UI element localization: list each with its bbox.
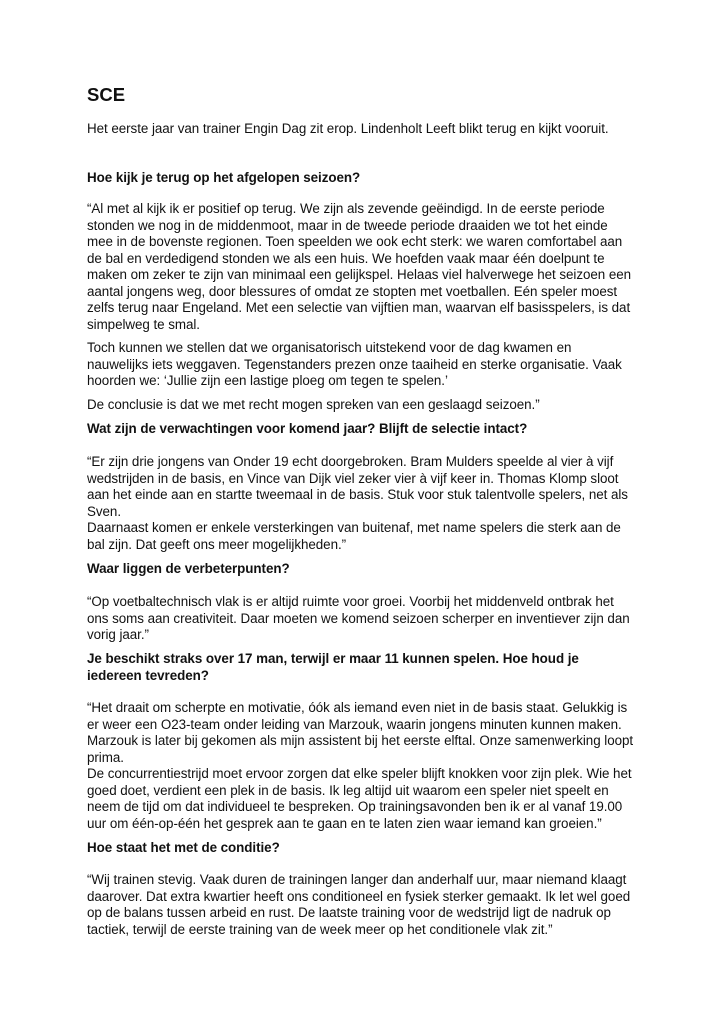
answer-line: tactiek, terwijl de eerste training van de week meer op het conditionele vlak zit.” xyxy=(87,921,553,937)
intro-text: Het eerste jaar van trainer Engin Dag zit erop. Lindenholt Leeft blikt terug en kijkt vooruit. xyxy=(87,121,609,136)
answer-line: er weer een O23-team onder leiding van Marzouk, waarin jongens minuten kunnen maken. xyxy=(87,716,622,732)
answer-line: stonden we nog in de middenmoot, maar in de tweede periode draaiden we tot het einde xyxy=(87,217,608,233)
answer-line: aantal jongens weg, door blessures of omdat ze stopten met voetballen. Eén speler moest xyxy=(87,283,618,299)
answer-line: Toch kunnen we stellen dat we organisatorisch uitstekend voor de dag kwamen en xyxy=(87,340,572,355)
answer-line: op de balans tussen arbeid en rust. De laatste training voor de wedstrijd ligt de nadruk op xyxy=(87,905,611,920)
document-title: SCE xyxy=(87,84,126,105)
answer-line: goed doet, verdient een plek in de basis. Ik leg altijd uit waarom een speler niet speelt en xyxy=(87,782,609,798)
answer-line: ons soms aan creativiteit. Daar moeten we komend seizoen scherper en inventiever zijn dan xyxy=(87,610,630,626)
answer-line: maken om zeker te zijn van minimaal een gelijkspel. Helaas viel halverwege het seizoen een xyxy=(87,267,632,282)
answer-line: “Op voetbaltechnisch vlak is er altijd ruimte voor groei. Voorbij het middenveld ontbrak het xyxy=(87,594,614,609)
answer-line: de bal en verdedigend stonden we als een huis. We hoefden vaak maar één doelpunt te xyxy=(87,250,605,266)
answer-line: prima. xyxy=(87,749,124,765)
answer-line: simpelweg te smal. xyxy=(87,316,200,332)
answer-line: nauwelijks iets weggaven. Tegenstanders prezen onze taaiheid en sterke organisatie. Vaak xyxy=(87,356,622,372)
answer-line: Marzouk is later bij gekomen als mijn assistent bij het eerste elftal. Onze samenwerking loopt xyxy=(87,733,634,748)
answer-line: neem de tijd om dat individueel te bespreken. Op trainingsavonden ben ik er al vanaf 19.00 xyxy=(87,799,623,814)
answer-line: De conclusie is dat we met recht mogen spreken van een geslaagd seizoen.” xyxy=(87,397,540,412)
answer-line: “Wij trainen stevig. Vaak duren de trainingen langer dan anderhalf uur, maar niemand klaagt xyxy=(87,872,627,887)
answer-line: “Al met al kijk ik er positief op terug. We zijn als zevende geëindigd. In de eerste periode xyxy=(87,201,605,216)
answer-line: De concurrentiestrijd moet ervoor zorgen dat elke speler blijft knokken voor zijn plek. Wie het xyxy=(87,766,632,781)
answer-line: Daarnaast komen er enkele versterkingen van buitenaf, met name spelers die sterk aan de xyxy=(87,520,621,535)
question-heading: iedereen tevreden? xyxy=(87,667,209,683)
answer-line: wedstrijden in de basis, en Vince van Dijk viel zeker vier à vijf keer in. Thomas Klomp sloot xyxy=(87,470,619,486)
answer-line: vorig jaar.” xyxy=(87,627,149,642)
answer-line: hoorden we: ‘Jullie zijn een lastige ploeg om tegen te spelen.’ xyxy=(87,373,448,388)
answer-line: aan het einde aan en startte tweemaal in de basis. Stuk voor stuk talentvolle spelers, net als xyxy=(87,487,628,502)
answer-line: “Er zijn drie jongens van Onder 19 echt doorgebroken. Bram Mulders speelde al vier à vijf xyxy=(87,454,614,469)
question-heading: Wat zijn de verwachtingen voor komend jaar? Blijft de selectie intact? xyxy=(87,421,528,436)
question-heading: Hoe kijk je terug op het afgelopen seizoen? xyxy=(87,170,361,185)
answer-line: “Het draait om scherpte en motivatie, óók als iemand even niet in de basis staat. Gelukkig is xyxy=(87,700,628,715)
question-heading: Waar liggen de verbeterpunten? xyxy=(87,561,290,576)
answer-line: mee in de bovenste regionen. Toen speelden we ook echt sterk: we waren comfortabel aan xyxy=(87,234,623,249)
answer-line: daarover. Dat extra kwartier heeft ons conditioneel en fysiek sterker gemaakt. Ik let wel goed xyxy=(87,888,631,904)
question-heading: Je beschikt straks over 17 man, terwijl er maar 11 kunnen spelen. Hoe houd je xyxy=(87,651,579,666)
answer-line: uur om één-op-één het gesprek aan te gaan en te laten zien waar iemand kan groeien.” xyxy=(87,815,602,831)
question-heading: Hoe staat het met de conditie? xyxy=(87,840,280,855)
answer-line: Sven. xyxy=(87,503,121,519)
answer-line: zelfs terug naar Engeland. Met een selectie van vijftien man, waarvan elf basisspelers, is dat xyxy=(87,300,631,315)
answer-line: bal zijn. Dat geeft ons meer mogelijkheden.” xyxy=(87,536,347,552)
